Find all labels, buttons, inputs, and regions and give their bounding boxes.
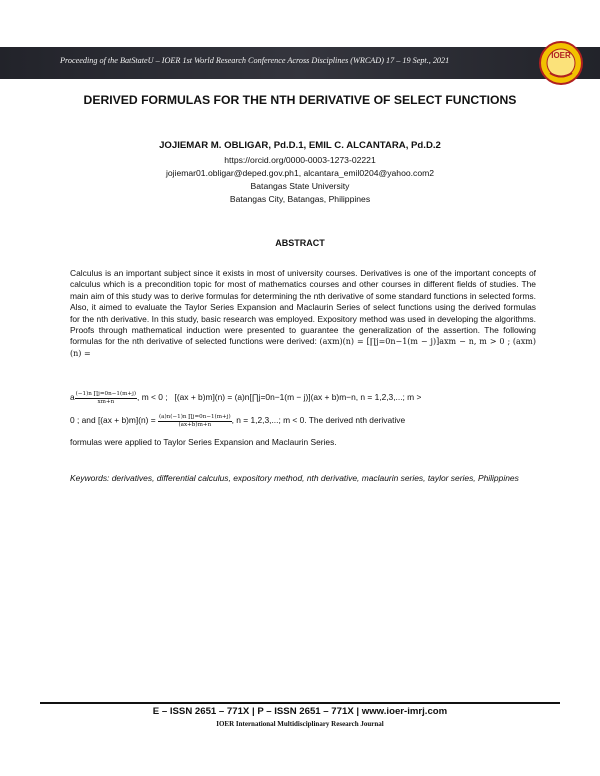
authors: JOJIEMAR M. OBLIGAR, Pd.D.1, EMIL C. ALCANTARA, Pd.D.2 [159, 140, 441, 151]
formula-2-fraction [75, 391, 137, 405]
formula-2-a: a [70, 392, 75, 403]
closing-text: formulas were applied to Taylor Series Expansion and Maclaurin Series. [70, 437, 337, 447]
formula-4-tail: , n = 1,2,3,...; m < 0. The derived nth derivative [231, 415, 406, 426]
footer-issn: E – ISSN 2651 – 771X | P – ISSN 2651 – 771X | www.ioer-imrj.com [152, 706, 448, 717]
location: Batangas City, Batangas, Philippines [229, 194, 371, 204]
footer-divider [40, 702, 560, 704]
formula-4-lead: 0 ; and [(ax + b)m](n) = [70, 415, 156, 426]
proceeding-header: Proceeding of the BatStateU – IOER 1st World Research Conference Across Disciplines (WRCAD) 17 – 19 Sept., 2021 [60, 56, 450, 65]
formula-2-denominator: xm+n [97, 398, 115, 405]
formula-2-tail: , m < 0 ; [137, 392, 168, 403]
abstract-body [70, 268, 536, 359]
formula-1: (axm)(n) = [∏j=0n−1(m − j)]axm − n, m > 0 ; [319, 337, 511, 347]
formula-2-numerator: (−1)n ∏j=0n−1(m+j) [75, 391, 137, 397]
formula-4-denominator: (ax+b)m+n [178, 421, 212, 428]
ioer-logo [536, 40, 586, 86]
orcid-link[interactable]: https://orcid.org/0000-0003-1273-02221 [224, 155, 376, 165]
formula-line-2 [70, 391, 536, 405]
logo-text: IOER [551, 51, 571, 60]
formula-4-fraction [158, 414, 232, 428]
keywords: Keywords: derivatives, differential calculus, expository method, nth derivative, maclaurin series, taylor series, Philippines [70, 473, 519, 483]
paper-title: DERIVED FORMULAS FOR THE NTH DERIVATIVE OF SELECT FUNCTIONS [83, 93, 517, 107]
abstract-heading: ABSTRACT [275, 238, 325, 248]
author-emails[interactable]: jojiemar01.obligar@deped.gov.ph1, alcantara_emil0204@yahoo.com2 [165, 168, 435, 178]
formula-line-3 [70, 414, 536, 428]
formula-3: [(ax + b)m](n) = (a)n[∏j=0n−1(m − j)](ax + b)m−n, n = 1,2,3,...; m > [174, 392, 422, 403]
footer-journal: IOER International Multidisciplinary Research Journal [216, 720, 384, 728]
abstract-text: Calculus is an important subject since it exists in most of university courses. Derivatives is one of the important concepts of calculus which is a precondition topic for most of mathematics courses and other courses in different fields of studies. The main aim of this study was to derive formulas for determining the nth derivative of some standard functions in selected forms. Also, it aimed to evaluate the Taylor Series Expansion and Maclaurin Series of select functions using the derived formulas for the nth derivative. In this study, basic research was employed. Expository method was used in developing the algorithms. Proofs through mathematical induction were presented to guarantee the generalization of the assertion. The following formulas for the nth derivative of selected functions were derived: [70, 268, 536, 347]
university: Batangas State University [250, 181, 350, 191]
formula-4-numerator: (a)n(−1)n ∏j=0n−1(m+j) [158, 414, 231, 420]
formula-2-lead: (axm)(n) = [70, 337, 536, 358]
